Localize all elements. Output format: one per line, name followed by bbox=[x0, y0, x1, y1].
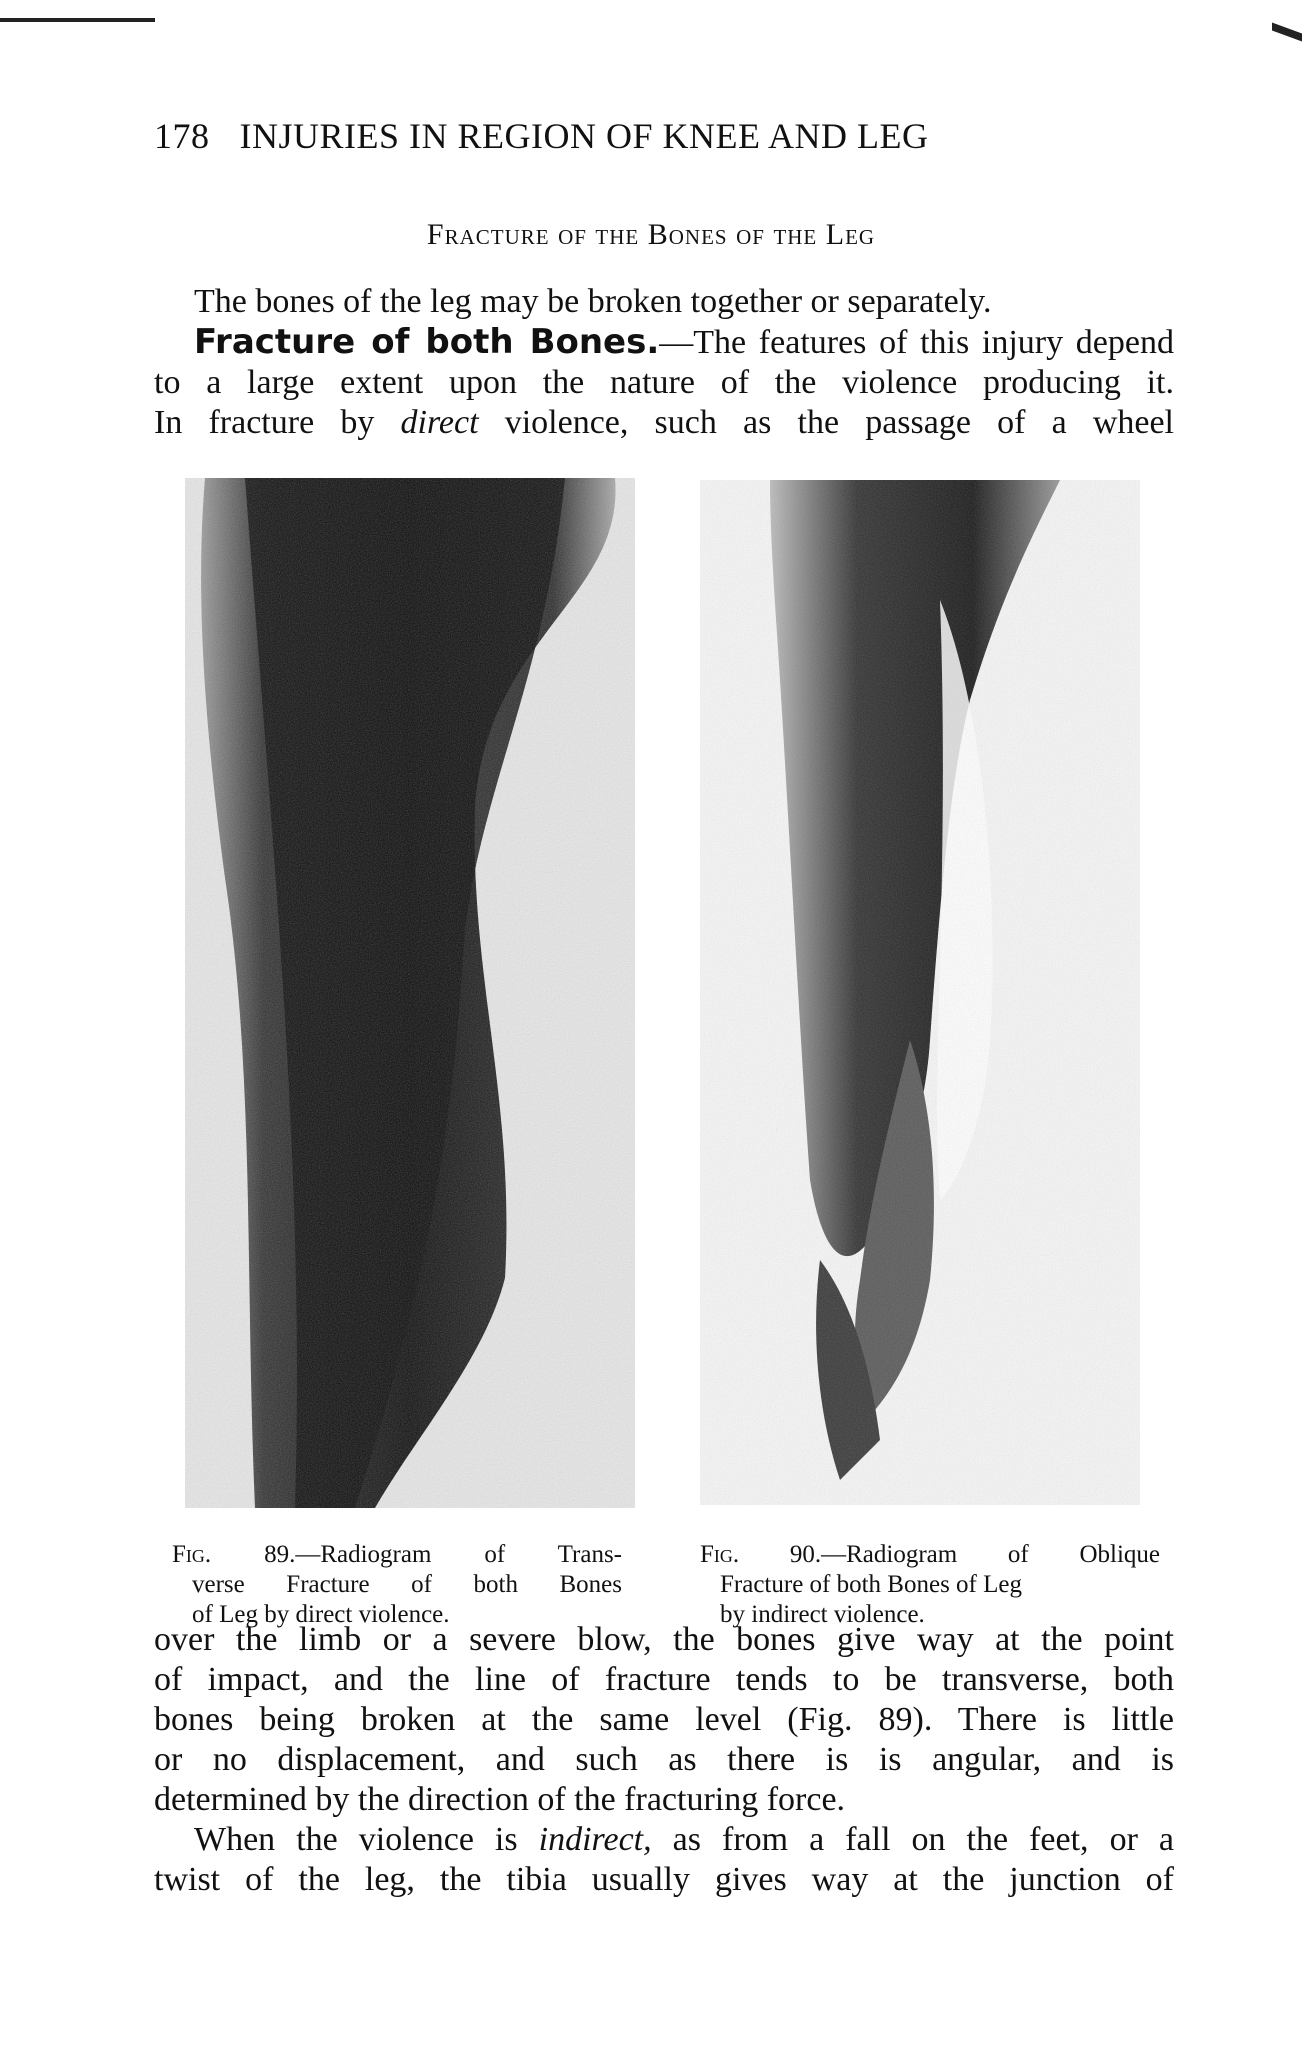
para1-line2: to a large extent upon the nature of the violence producing it. bbox=[154, 364, 1174, 401]
para1-line3-b: violence, such as the passage of a wheel bbox=[478, 404, 1174, 441]
paragraph-indirect-violence bbox=[154, 1820, 1174, 1900]
para1-line1-rest: —The features of this injury depend bbox=[659, 324, 1174, 361]
bold-lead: Fracture of both Bones. bbox=[194, 322, 660, 362]
caption-90-text1: —Radiogram of Oblique bbox=[821, 1541, 1161, 1568]
figure-90-caption bbox=[700, 1540, 1160, 1630]
para2-line2: of impact, and the line of fracture tends to be transverse, both bbox=[154, 1661, 1174, 1698]
paragraph-direct-violence bbox=[154, 1620, 1174, 1820]
caption-89-number: Fig. 89. bbox=[172, 1541, 296, 1568]
para3-line1 bbox=[154, 1820, 1174, 1860]
para3-line1-a: When the violence is bbox=[194, 1821, 539, 1858]
caption-90-line3: by indirect violence. bbox=[720, 1601, 925, 1628]
page-number: 178 bbox=[154, 116, 210, 156]
para1-line3 bbox=[154, 403, 1174, 443]
para2-line5: determined by the direction of the fracturing force. bbox=[154, 1781, 846, 1818]
caption-89-line1 bbox=[172, 1540, 622, 1570]
caption-89-text1: —Radiogram of Trans- bbox=[295, 1541, 622, 1568]
running-title: INJURIES IN REGION OF KNEE AND LEG bbox=[239, 116, 929, 156]
intro-line: The bones of the leg may be broken together or separately. bbox=[194, 283, 992, 320]
radiogram-90-image bbox=[700, 480, 1140, 1505]
para2-line1: over the limb or a severe blow, the bones give way at the point bbox=[154, 1621, 1174, 1658]
figure-89-caption bbox=[172, 1540, 622, 1630]
para3-line1-b: as from a fall on the feet, or a bbox=[651, 1821, 1175, 1858]
para3-line1-italic: indirect, bbox=[538, 1821, 652, 1858]
para2-line3: bones being broken at the same level (Fig. 89). There is little bbox=[154, 1701, 1174, 1738]
para1-line3-a: In fracture by bbox=[154, 404, 401, 441]
figure-90-radiogram bbox=[700, 480, 1140, 1505]
para1-line1 bbox=[154, 322, 1174, 363]
intro-paragraph bbox=[154, 282, 1174, 322]
caption-90-number: Fig. 90. bbox=[700, 1541, 822, 1568]
caption-89-line2: verse Fracture of both Bones bbox=[192, 1571, 622, 1598]
caption-90-line1 bbox=[700, 1540, 1160, 1570]
para3-line2: twist of the leg, the tibia usually gives way at the junction of bbox=[154, 1861, 1174, 1898]
paragraph-both-bones bbox=[154, 322, 1174, 443]
para1-line3-italic: direct bbox=[400, 404, 479, 441]
radiogram-89-image bbox=[185, 478, 635, 1508]
para2-line4: or no displacement, and such as there is is angular, and is bbox=[154, 1741, 1174, 1778]
running-head bbox=[154, 115, 1154, 157]
caption-89-line3: of Leg by direct violence. bbox=[192, 1601, 450, 1628]
section-title: Fracture of the Bones of the Leg bbox=[426, 218, 876, 251]
figure-89-radiogram bbox=[185, 478, 635, 1508]
top-right-mark bbox=[1272, 23, 1302, 42]
top-left-rule bbox=[0, 18, 155, 22]
caption-90-line2: Fracture of both Bones of Leg bbox=[720, 1571, 1023, 1598]
